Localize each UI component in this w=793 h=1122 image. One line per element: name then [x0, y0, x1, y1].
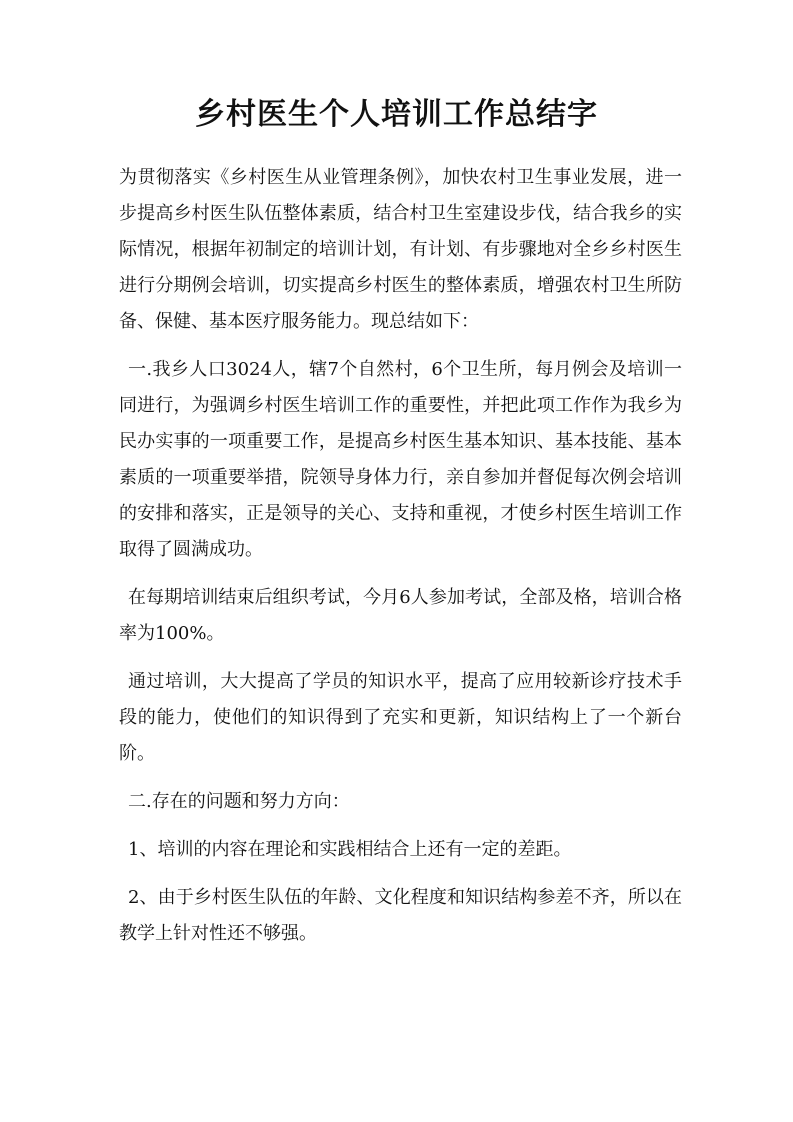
paragraph-section-one: 一.我乡人口3024人，辖7个自然村，6个卫生所，每月例会及培训一同进行，为强调乡村医生培训工作的重要性，并把此项工作作为我乡为民办实事的一项重要工作，是提高乡村医生基本知识、基本技能、基本素质的一项重要举措，院领导身体力行，亲自参加并督促每次例会培训的安排和落实，正是领导的关心、支持和重视，才使乡村医生培训工作取得了圆满成功。: [119, 359, 682, 560]
paragraph-results: 通过培训，大大提高了学员的知识水平，提高了应用较新诊疗技术手段的能力，使他们的知识得到了充实和更新，知识结构上了一个新台阶。: [119, 671, 682, 764]
paragraph-issue-2: 2、由于乡村医生队伍的年龄、文化程度和知识结构参差不齐，所以在教学上针对性还不够强。: [119, 887, 682, 944]
paragraph-exam: 在每期培训结束后组织考试，今月6人参加考试，全部及格，培训合格率为100%。: [119, 587, 682, 644]
paragraph-section-two-heading: 二.存在的问题和努力方向：: [128, 791, 350, 812]
paragraph-intro: 为贯彻落实《乡村医生从业管理条例》，加快农村卫生事业发展，进一步提高乡村医生队伍整体素质，结合村卫生室建设步伐，结合我乡的实际情况，根据年初制定的培训计划，有计划、有步骤地对全乡乡村医生进行分期例会培训，切实提高乡村医生的整体素质，增强农村卫生所防备、保健、基本医疗服务能力。现总结如下：: [119, 167, 682, 332]
document-body: [119, 160, 682, 964]
paragraph-issue-1: 1、培训的内容在理论和实践相结合上还有一定的差距。: [128, 839, 572, 860]
document-title: 乡村医生个人培训工作总结字: [195, 97, 598, 132]
